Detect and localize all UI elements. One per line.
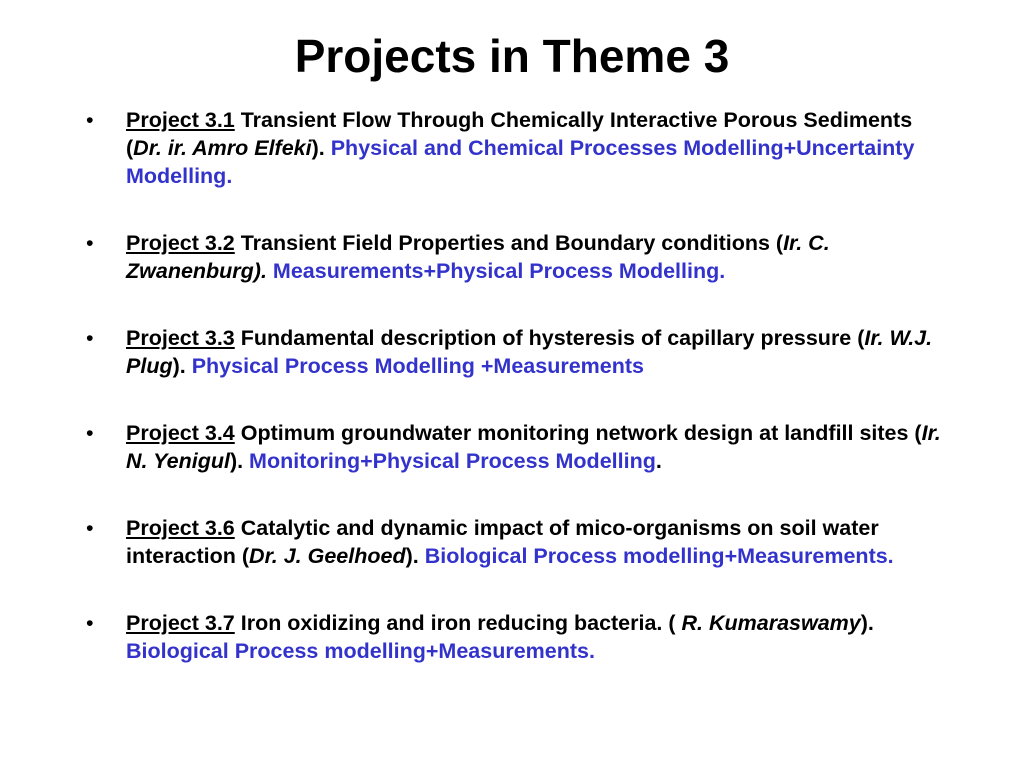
project-topics: Monitoring+Physical Process Modelling bbox=[249, 449, 656, 473]
bullet-icon: • bbox=[86, 108, 94, 132]
bullet-icon: • bbox=[86, 326, 94, 350]
project-item-3-3 bbox=[86, 324, 946, 380]
bullet-icon: • bbox=[86, 231, 94, 255]
bullet-icon: • bbox=[86, 611, 94, 635]
project-item-3-2 bbox=[86, 229, 946, 285]
project-trailing: . bbox=[655, 449, 662, 473]
project-researcher: Dr. ir. Amro Elfeki bbox=[133, 136, 312, 160]
project-list bbox=[86, 106, 946, 704]
project-description: Transient Flow Through Chemically Interactive Porous Sediments ( bbox=[126, 108, 913, 160]
project-researcher: Ir. W.J. Plug bbox=[126, 326, 933, 378]
project-topics: Physical Process Modelling +Measurements bbox=[191, 354, 644, 378]
project-id: Project 3.7 bbox=[126, 611, 235, 635]
project-description: Iron oxidizing and iron reducing bacteria. ( bbox=[234, 611, 682, 635]
project-researcher-close: ). bbox=[405, 544, 425, 568]
project-item-3-6 bbox=[86, 514, 946, 570]
project-researcher-close: ). bbox=[860, 611, 874, 635]
slide-title: Projects in Theme 3 bbox=[294, 30, 730, 82]
project-id: Project 3.1 bbox=[126, 108, 235, 132]
project-topics: Biological Process modelling+Measurements. bbox=[126, 639, 595, 663]
project-item-3-4 bbox=[86, 419, 946, 475]
project-item-3-1 bbox=[86, 106, 946, 190]
project-topics: Biological Process modelling+Measurements. bbox=[424, 544, 894, 568]
project-id: Project 3.2 bbox=[126, 231, 235, 255]
project-researcher: Ir. N. Yenigul bbox=[126, 421, 941, 473]
project-topics: Measurements+Physical Process Modelling. bbox=[272, 259, 726, 283]
bullet-icon: • bbox=[86, 421, 94, 445]
project-researcher-close: ). bbox=[311, 136, 331, 160]
project-description: Optimum groundwater monitoring network design at landfill sites ( bbox=[234, 421, 922, 445]
bullet-icon: • bbox=[86, 516, 94, 540]
project-item-3-7 bbox=[86, 609, 946, 665]
project-description: Transient Field Properties and Boundary conditions ( bbox=[234, 231, 784, 255]
project-id: Project 3.6 bbox=[126, 516, 235, 540]
project-id: Project 3.3 bbox=[126, 326, 235, 350]
project-researcher: R. Kumaraswamy bbox=[681, 611, 861, 635]
project-description: Fundamental description of hysteresis of capillary pressure ( bbox=[234, 326, 865, 350]
project-researcher-close: ). bbox=[229, 449, 250, 473]
project-topics: Physical and Chemical Processes Modelling+Uncertainty Modelling. bbox=[126, 136, 915, 188]
project-researcher-close: ). bbox=[172, 354, 192, 378]
project-id: Project 3.4 bbox=[126, 421, 235, 445]
project-researcher: Ir. C. Zwanenburg). bbox=[126, 231, 830, 283]
project-description: Catalytic and dynamic impact of mico-organisms on soil water interaction ( bbox=[126, 516, 879, 568]
project-researcher: Dr. J. Geelhoed bbox=[249, 544, 406, 568]
